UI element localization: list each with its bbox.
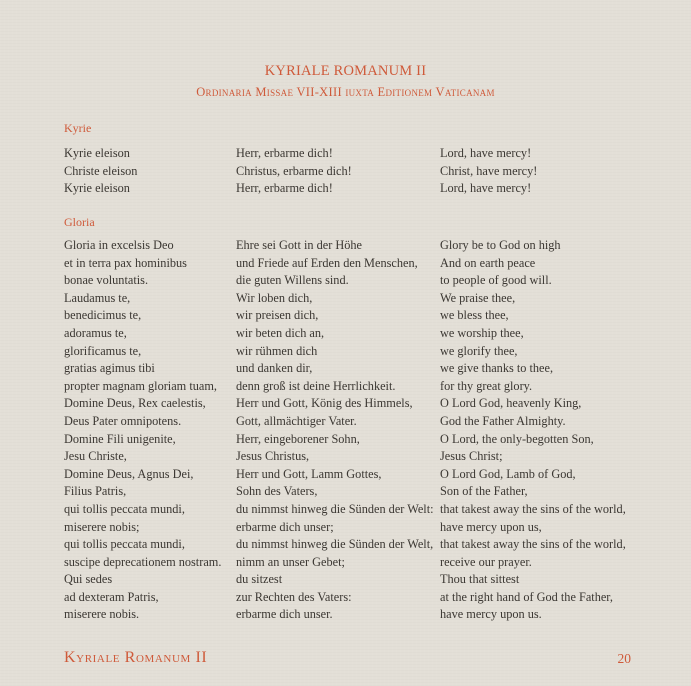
text-line: Domine Deus, Rex caelestis, [64,396,206,411]
text-line: Kyrie eleison [64,181,130,196]
text-line: Jesu Christe, [64,449,127,464]
text-line: Kyrie eleison [64,146,130,160]
text-line: miserere nobis. [64,607,140,622]
text-line: und Friede auf Erden den Menschen, [236,255,418,270]
kyrie-german-column [236,145,352,198]
text-line: we give thanks to thee, [440,361,554,376]
text-line: glorificamus te, [64,343,142,358]
text-line: Filius Patris, [64,484,127,499]
text-line: Herr und Gott, König des Himmels, [236,396,413,411]
text-line: Lord, have mercy! [440,181,532,196]
text-line: Gott, allmächtiger Vater. [236,413,357,428]
text-line: And on earth peace [440,255,536,270]
text-line: for thy great glory. [440,378,533,393]
text-line: Domine Deus, Agnus Dei, [64,466,194,481]
text-line: Thou that sittest [440,572,520,587]
text-line: Christus, erbarme dich! [236,163,352,178]
kyrie-english-column [440,145,537,198]
text-line: Jesus Christ; [440,449,503,464]
text-line: Christe eleison [64,163,138,178]
gloria-english-column [440,237,626,624]
text-line: we worship thee, [440,325,524,340]
text-line: et in terra pax hominibus [64,255,187,270]
text-line: die guten Willens sind. [236,273,349,288]
text-line: ad dexteram Patris, [64,589,159,604]
text-line: Son of the Father, [440,484,528,499]
text-line: God the Father Almighty. [440,413,566,428]
text-line: at the right hand of God the Father, [440,589,613,604]
text-line: Wir loben dich, [236,290,313,305]
text-line: miserere nobis; [64,519,140,534]
text-line: bonae voluntatis. [64,273,149,288]
text-line: Deus Pater omnipotens. [64,413,182,428]
kyrie-latin-column [64,145,137,198]
text-line: O Lord, the only-begotten Son, [440,431,594,446]
text-line: O Lord God, Lamb of God, [440,466,576,481]
gloria-heading: Gloria [64,215,95,229]
text-line: zur Rechten des Vaters: [236,589,352,604]
gloria-german-column [236,237,434,624]
text-line: propter magnam gloriam tuam, [64,378,217,393]
text-line: receive our prayer. [440,554,532,569]
page-title: KYRIALE ROMANUM II [264,63,427,79]
text-line: to people of good will. [440,273,552,288]
text-line: qui tollis peccata mundi, [64,537,185,552]
text-line: Domine Fili unigenite, [64,431,176,446]
text-line: und danken dir, [236,361,313,376]
text-line: We praise thee, [440,290,516,305]
text-line: adoramus te, [64,325,127,340]
text-line: du sitzest [236,572,283,587]
text-line: qui tollis peccata mundi, [64,501,185,516]
text-line: erbarme dich unser. [236,607,333,622]
text-line: erbarme dich unser; [236,519,334,534]
footer-title: Kyriale Romanum II [64,649,208,666]
text-line: that takest away the sins of the world, [440,537,626,552]
text-line: wir rühmen dich [236,343,318,358]
text-line: have mercy upon us, [440,519,542,534]
text-line: we bless thee, [440,308,509,323]
text-line: Gloria in excelsis Deo [64,238,174,252]
text-line: Herr, erbarme dich! [236,146,333,160]
kyrie-heading: Kyrie [64,121,92,135]
text-line: we glorify thee, [440,343,518,358]
text-line: Laudamus te, [64,290,131,305]
text-line: suscipe deprecationem nostram. [64,554,222,569]
page-number: 20 [617,651,631,666]
text-line: du nimmst hinweg die Sünden der Welt, [236,537,434,552]
text-line: Lord, have mercy! [440,146,532,160]
text-line: Herr, eingeborener Sohn, [236,431,360,446]
text-line: denn groß ist deine Herrlichkeit. [236,378,396,393]
text-line: Herr, erbarme dich! [236,181,333,196]
text-line: Jesus Christus, [236,449,310,464]
text-line: Qui sedes [64,572,113,587]
text-line: du nimmst hinweg die Sünden der Welt: [236,501,434,516]
text-line: that takest away the sins of the world, [440,501,626,516]
page-subtitle: Ordinaria Missae VII-XIII iuxta Editionem Vaticanam [196,85,495,99]
text-line: gratias agimus tibi [64,361,155,376]
text-line: Glory be to God on high [440,238,561,252]
text-line: Ehre sei Gott in der Höhe [236,238,363,252]
text-line: Christ, have mercy! [440,163,538,178]
text-line: wir preisen dich, [236,308,319,323]
text-line: O Lord God, heavenly King, [440,396,582,411]
text-line: nimm an unser Gebet; [236,554,345,569]
gloria-latin-column [64,237,221,624]
text-line: Sohn des Vaters, [236,484,318,499]
text-line: Herr und Gott, Lamm Gottes, [236,466,382,481]
text-line: benedicimus te, [64,308,142,323]
text-line: have mercy upon us. [440,607,542,622]
text-line: wir beten dich an, [236,325,325,340]
